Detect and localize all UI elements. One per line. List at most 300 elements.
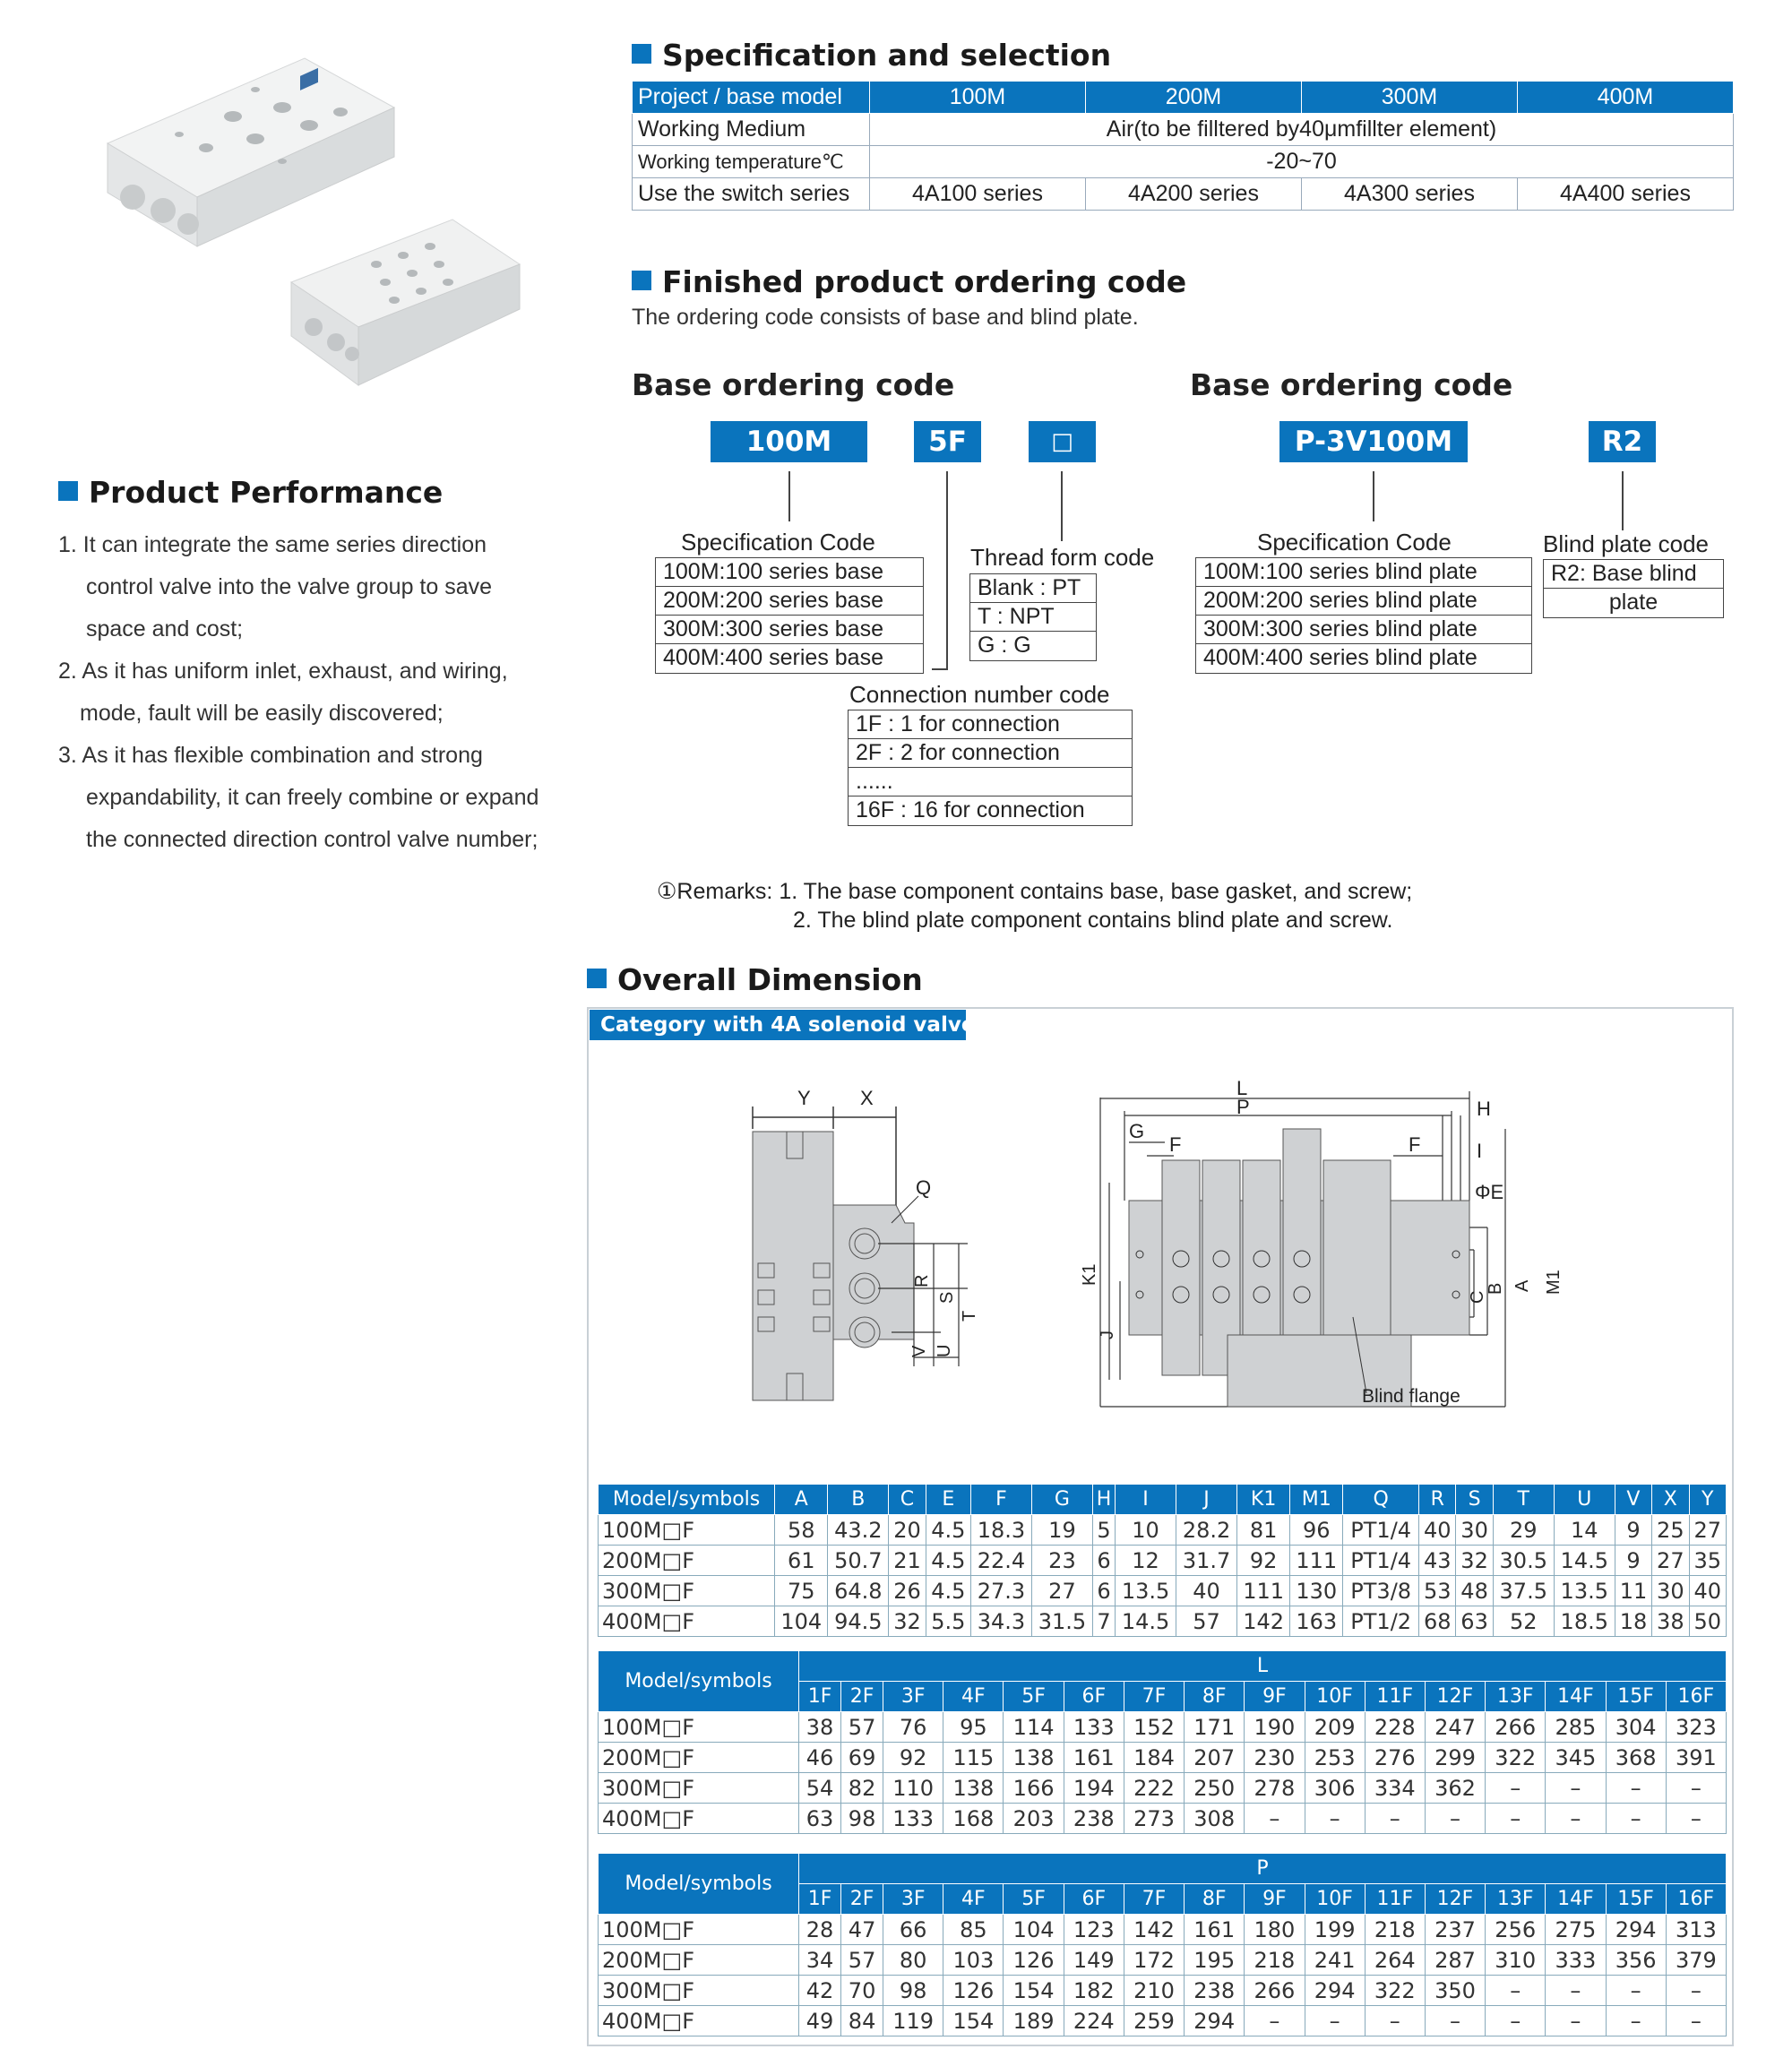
table-cell: – [1365, 1804, 1425, 1834]
table-cell: 14.5 [1116, 1606, 1176, 1637]
dim-label-f: F [1169, 1133, 1182, 1156]
table-cell: 273 [1124, 1804, 1184, 1834]
table-cell: 70 [841, 1976, 883, 2006]
table-cell: 104 [1004, 1915, 1064, 1945]
table-cell: 37.5 [1493, 1576, 1554, 1606]
table-cell: 238 [1185, 1976, 1245, 2006]
dim-label-p: P [1236, 1096, 1250, 1118]
table-cell: 40 [1689, 1576, 1727, 1606]
column-header: F [970, 1485, 1031, 1515]
table-row [599, 1743, 1727, 1773]
column-header: 14F [1546, 1682, 1606, 1712]
table-row [599, 1773, 1727, 1804]
table-cell: 222 [1124, 1773, 1184, 1804]
dim-label-k1: K1 [1080, 1263, 1099, 1286]
table-cell: PT1/2 [1343, 1606, 1419, 1637]
spec-code-item: 100M:100 series base [656, 558, 923, 587]
table-cell: 48 [1456, 1576, 1493, 1606]
model-symbols-header: Model/symbols [599, 1485, 775, 1515]
table-cell: – [1486, 1773, 1546, 1804]
dim-label-m1: M1 [1544, 1270, 1564, 1295]
table-cell: 322 [1365, 1976, 1425, 2006]
table-cell: 218 [1365, 1915, 1425, 1945]
model-cell: 100M□F [599, 1712, 799, 1743]
column-header: K1 [1237, 1485, 1290, 1515]
table-cell: 379 [1666, 1945, 1726, 1976]
table-cell: – [1666, 2006, 1726, 2036]
table-cell: 47 [841, 1915, 883, 1945]
table-cell: 54 [799, 1773, 841, 1804]
dim-label-x: X [860, 1089, 874, 1109]
remark-1: ①Remarks: 1. The base component contains base, base gasket, and screw; [657, 879, 1413, 904]
dim-label-r: R [912, 1274, 932, 1287]
table-cell: 172 [1124, 1945, 1184, 1976]
table-cell: 64.8 [828, 1576, 889, 1606]
table-cell: 96 [1290, 1515, 1343, 1546]
table-cell: 57 [841, 1712, 883, 1743]
table-cell: 190 [1245, 1712, 1305, 1743]
model-cell: 200M□F [599, 1743, 799, 1773]
table-cell: 50 [1689, 1606, 1727, 1637]
table-row [599, 1576, 1727, 1606]
section-marker-icon [58, 481, 78, 501]
column-header: A [775, 1485, 828, 1515]
table-cell: – [1486, 2006, 1546, 2036]
table-cell: 63 [799, 1804, 841, 1834]
spec-row [633, 114, 1734, 146]
blind-flange-label: Blind flange [1362, 1386, 1460, 1407]
table-cell: 9 [1615, 1546, 1651, 1576]
dim-label-l: L [1236, 1077, 1248, 1099]
table-cell: 154 [1004, 1976, 1064, 2006]
table-cell: 22.4 [970, 1546, 1031, 1576]
table-cell: 310 [1486, 1945, 1546, 1976]
ordering-heading [632, 264, 1186, 299]
spec-code-list [655, 557, 924, 674]
column-header: 10F [1305, 1682, 1365, 1712]
table-row [599, 1546, 1727, 1576]
table-cell: – [1365, 2006, 1425, 2036]
table-cell: 46 [799, 1743, 841, 1773]
spec-header-row [633, 82, 1734, 114]
conn-item: 1F : 1 for connection [849, 710, 1132, 739]
dim-label-t: T [960, 1310, 979, 1322]
spec-header-cell: 300M [1302, 82, 1518, 114]
thread-item: Blank : PT [970, 574, 1096, 603]
column-header: 7F [1124, 1682, 1184, 1712]
dim-label-v: V [909, 1345, 929, 1357]
table-cell: 203 [1004, 1804, 1064, 1834]
performance-line: control valve into the valve group to save [86, 574, 493, 599]
table-cell: 27 [1689, 1515, 1727, 1546]
spec-value: 4A200 series [1086, 178, 1302, 211]
performance-title: Product Performance [89, 475, 444, 510]
table-cell: 294 [1606, 1915, 1666, 1945]
table-header-row [599, 1854, 1727, 1884]
table-cell: 171 [1185, 1712, 1245, 1743]
connector-line [1622, 471, 1624, 530]
column-header: Y [1689, 1485, 1727, 1515]
column-header: 2F [841, 1682, 883, 1712]
blind-ordering-title: Base ordering code [1190, 367, 1513, 402]
table-header-row [599, 1485, 1727, 1515]
table-cell: 126 [1004, 1945, 1064, 1976]
table-cell: 275 [1546, 1915, 1606, 1945]
table-cell: – [1425, 2006, 1485, 2036]
table-cell: 294 [1185, 2006, 1245, 2036]
table-cell: 92 [1237, 1546, 1290, 1576]
table-cell: 94.5 [828, 1606, 889, 1637]
table-cell: 294 [1305, 1976, 1365, 2006]
table-cell: – [1666, 1773, 1726, 1804]
base-ordering-title: Base ordering code [632, 367, 955, 402]
table-cell: 247 [1425, 1712, 1485, 1743]
spec-value: 4A400 series [1518, 178, 1734, 211]
table-cell: 14.5 [1554, 1546, 1615, 1576]
table-cell: 189 [1004, 2006, 1064, 2036]
table-cell: 13.5 [1554, 1576, 1615, 1606]
column-header: T [1493, 1485, 1554, 1515]
dim-label-c: C [1468, 1290, 1487, 1304]
dimension-title-cell: L [799, 1651, 1727, 1682]
column-header: 9F [1245, 1884, 1305, 1915]
table-cell: 35 [1689, 1546, 1727, 1576]
table-cell: 92 [883, 1743, 943, 1773]
table-cell: – [1546, 2006, 1606, 2036]
table-cell: PT1/4 [1343, 1515, 1419, 1546]
table-cell: 7 [1092, 1606, 1115, 1637]
table-cell: 82 [841, 1773, 883, 1804]
spec-value: 4A100 series [870, 178, 1086, 211]
table-cell: 154 [943, 2006, 1004, 2036]
category-label: Category with 4A solenoid valve [590, 1010, 966, 1040]
table-cell: 5.5 [926, 1606, 970, 1637]
performance-line: expandability, it can freely combine or expand [86, 785, 539, 810]
column-header: 1F [799, 1682, 841, 1712]
thread-caption: Thread form code [970, 544, 1155, 571]
table-cell: 10 [1116, 1515, 1176, 1546]
table-cell: 34 [799, 1945, 841, 1976]
table-row [599, 1606, 1727, 1637]
blind-list [1543, 559, 1724, 618]
dimension-table-p [598, 1853, 1727, 2036]
column-header: 5F [1004, 1884, 1064, 1915]
spec-value: -20~70 [870, 146, 1734, 178]
dimension-table-1 [598, 1484, 1727, 1637]
table-cell: 304 [1606, 1712, 1666, 1743]
table-cell: 21 [889, 1546, 926, 1576]
table-cell: 194 [1064, 1773, 1124, 1804]
specification-table [632, 81, 1734, 211]
table-cell: 210 [1124, 1976, 1184, 2006]
column-header: S [1456, 1485, 1493, 1515]
table-cell: 28 [799, 1915, 841, 1945]
table-cell: 306 [1305, 1773, 1365, 1804]
blind-spec-caption: Specification Code [1257, 529, 1452, 555]
table-cell: PT3/8 [1343, 1576, 1419, 1606]
model-cell: 300M□F [599, 1976, 799, 2006]
table-cell: – [1606, 2006, 1666, 2036]
column-header: I [1116, 1485, 1176, 1515]
table-cell: 13.5 [1116, 1576, 1176, 1606]
table-cell: 228 [1365, 1712, 1425, 1743]
table-cell: 133 [883, 1804, 943, 1834]
table-cell: 84 [841, 2006, 883, 2036]
table-cell: 266 [1486, 1712, 1546, 1743]
table-cell: – [1546, 1773, 1606, 1804]
connector-line [932, 668, 948, 670]
model-cell: 200M□F [599, 1546, 775, 1576]
table-cell: 38 [1652, 1606, 1689, 1637]
dimension-table-l [598, 1650, 1727, 1834]
dimension-heading [587, 962, 923, 997]
dim-label-q: Q [916, 1176, 932, 1199]
spec-label: Working Medium [633, 114, 870, 146]
table-cell: 285 [1546, 1712, 1606, 1743]
table-cell: 81 [1237, 1515, 1290, 1546]
table-cell: 345 [1546, 1743, 1606, 1773]
table-cell: 126 [943, 1976, 1004, 2006]
model-cell: 400M□F [599, 1804, 799, 1834]
table-cell: 256 [1486, 1915, 1546, 1945]
column-header: 10F [1305, 1884, 1365, 1915]
table-cell: 4.5 [926, 1515, 970, 1546]
table-cell: – [1305, 1804, 1365, 1834]
table-cell: 250 [1185, 1773, 1245, 1804]
column-header: X [1652, 1485, 1689, 1515]
table-cell: 115 [943, 1743, 1004, 1773]
table-cell: 163 [1290, 1606, 1343, 1637]
spec-label: Use the switch series [633, 178, 870, 211]
table-cell: 6 [1092, 1546, 1115, 1576]
blind-spec-item: 300M:300 series blind plate [1196, 616, 1531, 644]
side-view-drawing [735, 1089, 1004, 1429]
table-cell: 75 [775, 1576, 828, 1606]
table-cell: 218 [1245, 1945, 1305, 1976]
column-header: E [926, 1485, 970, 1515]
table-cell: 313 [1666, 1915, 1726, 1945]
table-cell: 111 [1237, 1576, 1290, 1606]
model-cell: 400M□F [599, 2006, 799, 2036]
table-cell: 182 [1064, 1976, 1124, 2006]
column-header: Q [1343, 1485, 1419, 1515]
table-cell: 29 [1493, 1515, 1554, 1546]
table-cell: 25 [1652, 1515, 1689, 1546]
code-conn-box: 5F [914, 421, 981, 462]
column-header: 12F [1425, 1682, 1485, 1712]
front-view-drawing [1075, 1075, 1577, 1429]
spec-value: 4A300 series [1302, 178, 1518, 211]
table-cell: 31.5 [1031, 1606, 1092, 1637]
table-cell: 253 [1305, 1743, 1365, 1773]
model-cell: 100M□F [599, 1515, 775, 1546]
table-cell: 276 [1365, 1743, 1425, 1773]
blind-item: plate [1608, 590, 1658, 615]
table-cell: 133 [1064, 1712, 1124, 1743]
table-cell: 230 [1245, 1743, 1305, 1773]
table-cell: 114 [1004, 1712, 1064, 1743]
table-cell: 18 [1615, 1606, 1651, 1637]
table-cell: 111 [1290, 1546, 1343, 1576]
table-cell: 184 [1124, 1743, 1184, 1773]
performance-line: space and cost; [86, 616, 244, 642]
column-header: G [1031, 1485, 1092, 1515]
table-cell: 57 [1176, 1606, 1237, 1637]
table-row [599, 1915, 1727, 1945]
table-cell: 333 [1546, 1945, 1606, 1976]
table-cell: 161 [1185, 1915, 1245, 1945]
table-cell: 238 [1064, 1804, 1124, 1834]
column-header: 9F [1245, 1682, 1305, 1712]
column-header: 6F [1064, 1682, 1124, 1712]
table-cell: 50.7 [828, 1546, 889, 1576]
spec-header-cell: 200M [1086, 82, 1302, 114]
spec-code-item: 400M:400 series base [663, 645, 883, 670]
dim-label-j: J [1098, 1330, 1117, 1339]
table-cell: 61 [775, 1546, 828, 1576]
code-blind-box: R2 [1589, 421, 1656, 462]
model-symbols-header: Model/symbols [599, 1854, 799, 1915]
table-cell: 264 [1365, 1945, 1425, 1976]
dimension-title: Overall Dimension [617, 962, 923, 997]
table-cell: 42 [799, 1976, 841, 2006]
dim-label-s: S [937, 1291, 957, 1304]
table-cell: 266 [1245, 1976, 1305, 2006]
column-header: 11F [1365, 1884, 1425, 1915]
section-marker-icon [587, 969, 607, 988]
connector-line [1373, 471, 1374, 521]
table-cell: – [1546, 1976, 1606, 2006]
performance-list [58, 524, 605, 861]
table-cell: – [1245, 2006, 1305, 2036]
table-cell: 58 [775, 1515, 828, 1546]
table-cell: – [1666, 1804, 1726, 1834]
table-cell: 32 [1456, 1546, 1493, 1576]
table-cell: 98 [883, 1976, 943, 2006]
table-cell: 142 [1124, 1915, 1184, 1945]
table-cell: 30 [1652, 1576, 1689, 1606]
table-cell: 110 [883, 1773, 943, 1804]
spec-value: Air(to be fillt​ered by40μmfillter element) [870, 114, 1734, 146]
table-cell: 4.5 [926, 1576, 970, 1606]
table-cell: 20 [889, 1515, 926, 1546]
column-header: V [1615, 1485, 1651, 1515]
table-cell: 180 [1245, 1915, 1305, 1945]
code-thread-box: □ [1029, 421, 1096, 462]
table-cell: 43 [1419, 1546, 1456, 1576]
dim-label-g: G [1129, 1120, 1145, 1142]
column-header: 15F [1606, 1884, 1666, 1915]
blind-spec-item: 200M:200 series blind plate [1196, 587, 1531, 616]
table-header-row [599, 1651, 1727, 1682]
table-cell: – [1425, 1804, 1485, 1834]
table-cell: – [1606, 1804, 1666, 1834]
section-marker-icon [632, 44, 651, 64]
table-cell: 40 [1419, 1515, 1456, 1546]
table-cell: 43.2 [828, 1515, 889, 1546]
table-cell: – [1305, 2006, 1365, 2036]
column-header: 3F [883, 1682, 943, 1712]
spec-code-caption: Specification Code [681, 529, 875, 555]
ordering-title: Finished product ordering code [662, 264, 1187, 299]
table-cell: 149 [1064, 1945, 1124, 1976]
table-row [599, 1976, 1727, 2006]
conn-list [848, 710, 1133, 826]
table-cell: 356 [1606, 1945, 1666, 1976]
table-cell: 391 [1666, 1743, 1726, 1773]
table-cell: 138 [1004, 1743, 1064, 1773]
table-cell: 299 [1425, 1743, 1485, 1773]
performance-line: 3. As it has flexible combination and strong [58, 743, 483, 768]
table-cell: 18.5 [1554, 1606, 1615, 1637]
spec-header-cell: 400M [1518, 82, 1734, 114]
table-cell: 123 [1064, 1915, 1124, 1945]
table-cell: 31.7 [1176, 1546, 1237, 1576]
thread-item: T : NPT [970, 603, 1096, 632]
dim-label-b: B [1486, 1282, 1505, 1295]
spec-code-item: 200M:200 series base [656, 587, 923, 616]
specification-heading [632, 38, 1111, 73]
table-cell: 18.3 [970, 1515, 1031, 1546]
column-header: 7F [1124, 1884, 1184, 1915]
table-cell: 308 [1185, 1804, 1245, 1834]
dim-label-h: H [1477, 1098, 1491, 1120]
model-symbols-header: Model/symbols [599, 1651, 799, 1712]
blind-spec-list [1195, 557, 1532, 674]
table-cell: 209 [1305, 1712, 1365, 1743]
column-header: 15F [1606, 1682, 1666, 1712]
table-cell: – [1486, 1976, 1546, 2006]
column-header: 1F [799, 1884, 841, 1915]
table-cell: 12 [1116, 1546, 1176, 1576]
table-cell: – [1245, 1804, 1305, 1834]
blind-spec-item: 400M:400 series blind plate [1203, 645, 1478, 670]
table-cell: 66 [883, 1915, 943, 1945]
table-cell: 30.5 [1493, 1546, 1554, 1576]
column-header: B [828, 1485, 889, 1515]
table-cell: 68 [1419, 1606, 1456, 1637]
table-cell: 52 [1493, 1606, 1554, 1637]
table-cell: – [1486, 1804, 1546, 1834]
table-cell: 30 [1456, 1515, 1493, 1546]
table-cell: 9 [1615, 1515, 1651, 1546]
table-cell: 69 [841, 1743, 883, 1773]
column-header: 16F [1666, 1884, 1726, 1915]
thread-item: G : G [978, 633, 1031, 658]
specification-title: Specification and selection [662, 38, 1112, 73]
conn-item: 2F : 2 for connection [849, 739, 1132, 768]
column-header: 2F [841, 1884, 883, 1915]
table-cell: 237 [1425, 1915, 1485, 1945]
conn-caption: Connection number code [849, 681, 1110, 708]
connector-line [946, 471, 948, 670]
table-cell: 241 [1305, 1945, 1365, 1976]
table-cell: 322 [1486, 1743, 1546, 1773]
model-cell: 300M□F [599, 1773, 799, 1804]
column-header: 8F [1185, 1884, 1245, 1915]
column-header: 4F [943, 1884, 1004, 1915]
table-cell: 350 [1425, 1976, 1485, 2006]
table-cell: 57 [841, 1945, 883, 1976]
table-cell: 368 [1606, 1743, 1666, 1773]
table-cell: 161 [1064, 1743, 1124, 1773]
conn-item: ...... [849, 768, 1132, 797]
thread-list [969, 573, 1097, 661]
dim-label-a: A [1512, 1279, 1532, 1292]
table-cell: 28.2 [1176, 1515, 1237, 1546]
performance-line: 2. As it has uniform inlet, exhaust, and wiring, [58, 659, 508, 684]
connector-line [788, 471, 790, 521]
